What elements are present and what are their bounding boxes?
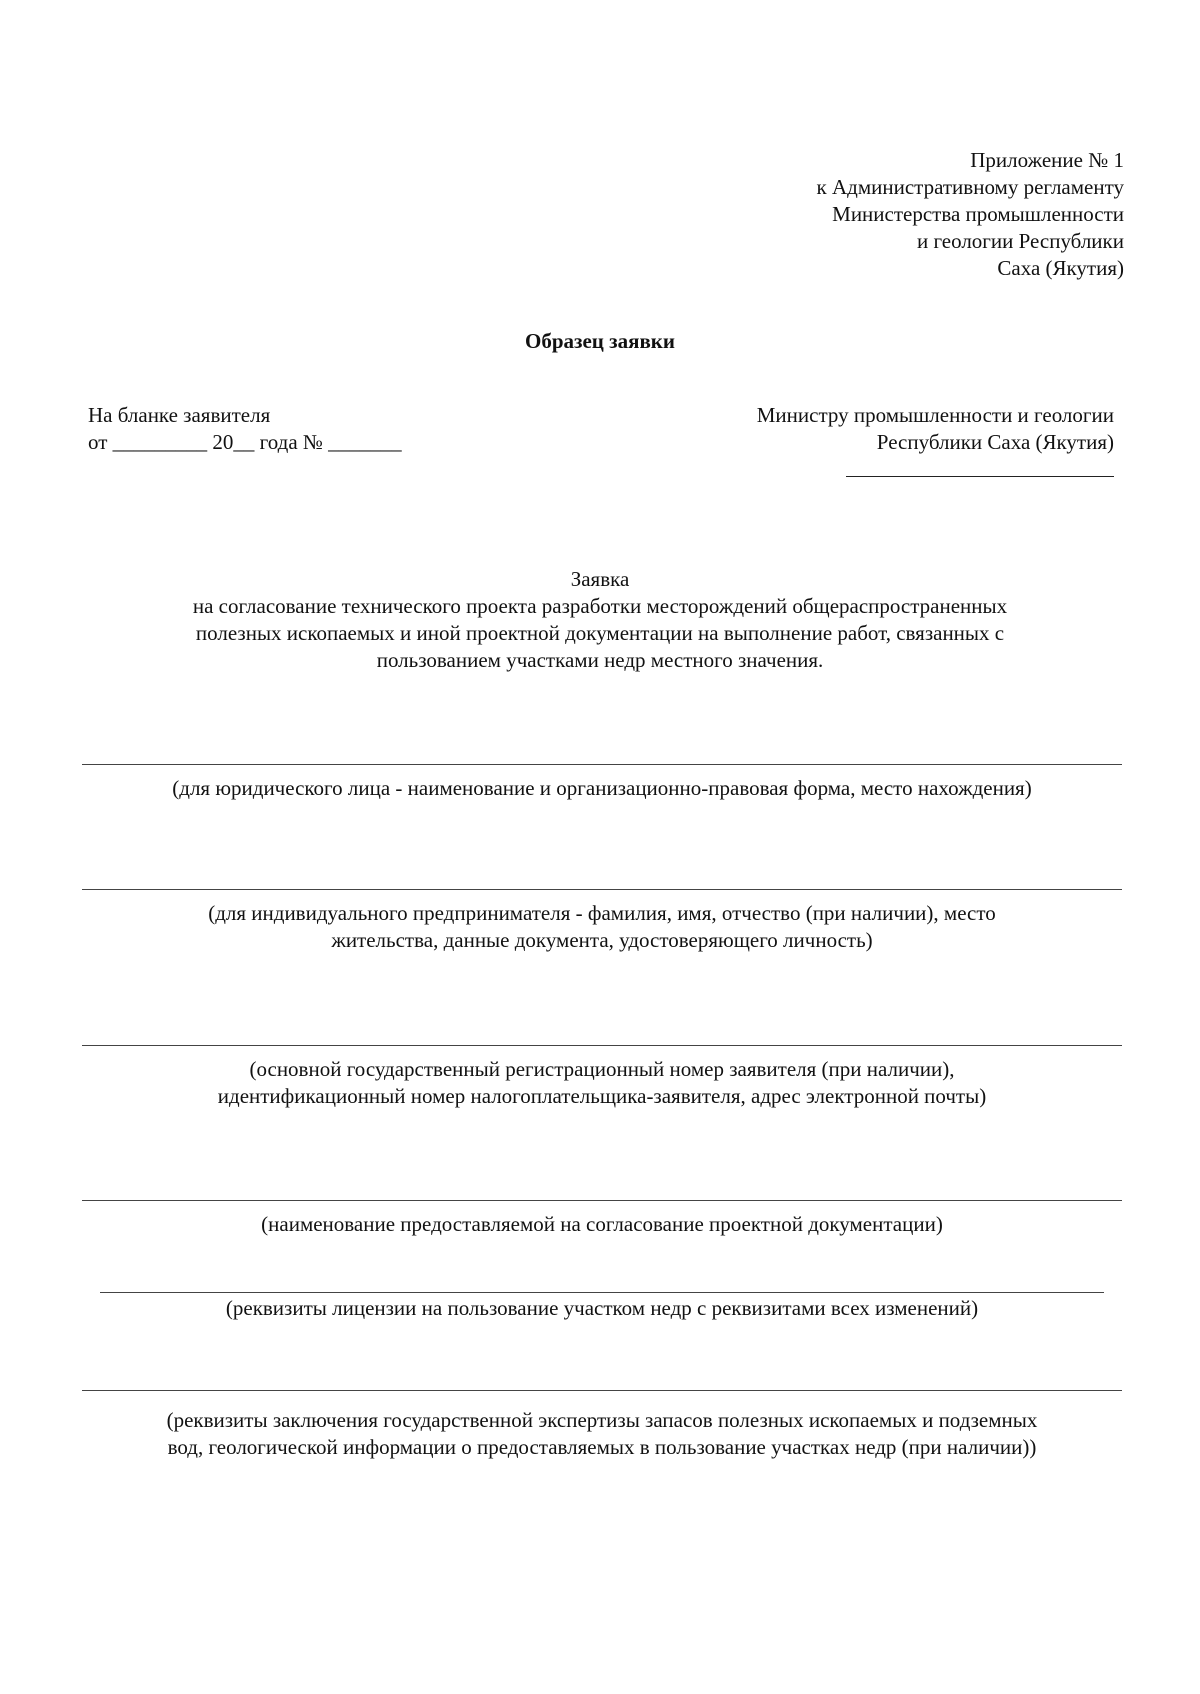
field-caption-line: (для юридического лица - наименование и организационно-правовая форма, место нахождения) xyxy=(172,776,1032,800)
field-expertise-conclusion xyxy=(82,1390,1122,1461)
addressee-line: Министру промышленности и геологии xyxy=(756,403,1114,427)
field-caption-line: (наименование предоставляемой на согласование проектной документации) xyxy=(261,1212,943,1236)
field-caption-line: идентификационный номер налогоплательщика-заявителя, адрес электронной почты) xyxy=(217,1084,987,1108)
field-caption xyxy=(82,1407,1122,1461)
fill-in-line[interactable] xyxy=(100,1292,1104,1293)
field-caption xyxy=(82,1056,1122,1110)
application-title xyxy=(0,566,1200,674)
fill-in-line[interactable] xyxy=(82,1200,1122,1201)
field-individual-entrepreneur xyxy=(82,889,1122,954)
sample-title: Образец заявки xyxy=(525,329,675,353)
annex-line: к Административному регламенту xyxy=(816,175,1124,199)
field-caption-line: (основной государственный регистрационный номер заявителя (при наличии), xyxy=(249,1057,955,1081)
field-caption xyxy=(82,775,1122,802)
field-caption xyxy=(82,1211,1122,1238)
field-caption-line: (для индивидуального предпринимателя - фамилия, имя, отчество (при наличии), место xyxy=(208,901,996,925)
addressee-line: Республики Саха (Якутия) xyxy=(876,430,1114,454)
field-caption xyxy=(82,1295,1122,1322)
field-caption-line: (реквизиты заключения государственной экспертизы запасов полезных ископаемых и подземных xyxy=(166,1408,1038,1432)
annex-line: Приложение № 1 xyxy=(970,148,1124,172)
application-subject-line: на согласование технического проекта разработки месторождений общераспространенных xyxy=(192,594,1008,618)
annex-header xyxy=(604,147,1124,282)
fill-in-line[interactable] xyxy=(82,1390,1122,1391)
field-license-details xyxy=(82,1292,1122,1322)
addressee-name-blank[interactable] xyxy=(846,460,1114,477)
field-caption-line: вод, геологической информации о предоставляемых в пользование участках недр (при наличии)) xyxy=(167,1435,1037,1459)
field-registration-numbers xyxy=(82,1045,1122,1110)
application-subject-line: полезных ископаемых и иной проектной документации на выполнение работ, связанных с xyxy=(195,621,1005,645)
letterhead-line: На бланке заявителя xyxy=(88,403,271,427)
letterhead-block xyxy=(88,402,548,456)
fill-in-line[interactable] xyxy=(82,889,1122,890)
fill-in-line[interactable] xyxy=(82,764,1122,765)
annex-line: и геологии Республики xyxy=(916,229,1124,253)
application-subject-line: пользованием участками недр местного значения. xyxy=(376,648,824,672)
letterhead-date-number-line: от _________ 20__ года № _______ xyxy=(88,430,402,454)
field-caption-line: жительства, данные документа, удостоверяющего личность) xyxy=(331,928,873,952)
field-caption-line: (реквизиты лицензии на пользование участком недр с реквизитами всех изменений) xyxy=(225,1296,979,1320)
annex-line: Министерства промышленности xyxy=(832,202,1124,226)
field-project-documentation xyxy=(82,1200,1122,1238)
application-heading: Заявка xyxy=(570,567,630,591)
addressee-block xyxy=(554,402,1114,484)
field-caption xyxy=(82,900,1122,954)
annex-line: Саха (Якутия) xyxy=(997,256,1124,280)
fill-in-line[interactable] xyxy=(82,1045,1122,1046)
field-legal-entity xyxy=(82,764,1122,802)
